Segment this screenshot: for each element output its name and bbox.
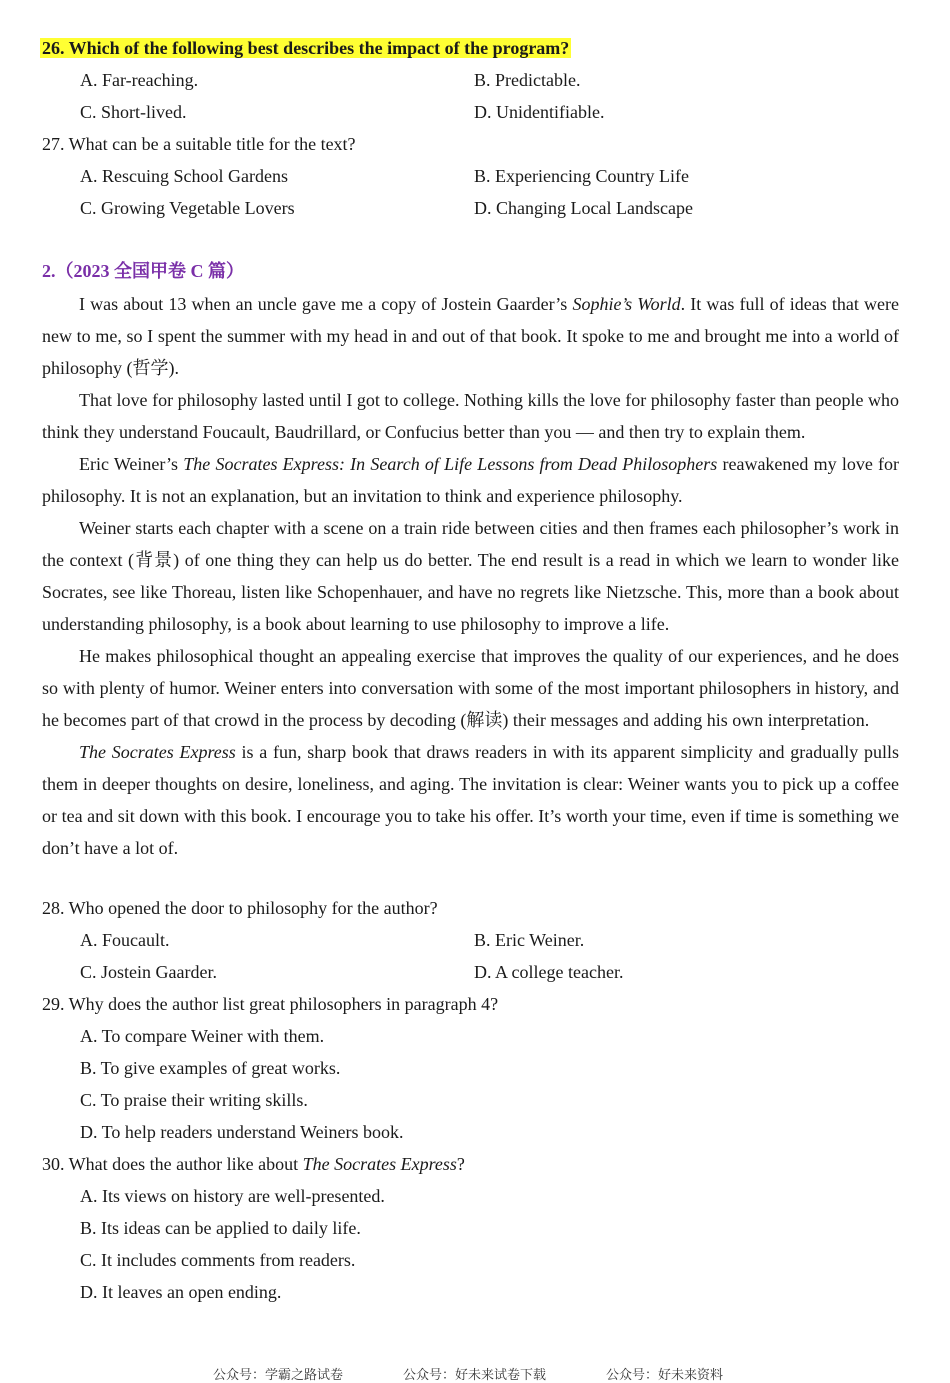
passage-paragraph-5: He makes philosophical thought an appealing exercise that improves the quality of our experiences, and he does so with plenty of humor. Weiner enters into conversation with some of the most important philosophers in history, and he becomes part of that crowd in the process by decoding (解读) their messages and adding his own interpretation. — [42, 646, 899, 730]
option-29-a: A. To compare Weiner with them. — [80, 1026, 325, 1046]
footer-wechat-2: 公众号：好未来试卷下载 — [403, 1368, 547, 1383]
section-title: 2.（2023 全国甲卷 C 篇） — [42, 261, 244, 281]
option-28-d: D. A college teacher. — [474, 962, 624, 982]
p3-book-title: The Socrates Express: In Search of Life Lessons from Dead Philosophers — [183, 454, 718, 474]
p1-text-a: I was about 13 when an uncle gave me a copy of Jostein Gaarder’s — [79, 294, 573, 314]
p6-text-b: is a fun, sharp book that draws readers in with its apparent simplicity and gradually pulls them in deeper thoughts on desire, loneliness, and aging. The invitation is clear: Weiner wants you to pick up a coffee or tea and sit down with this book. I encourage you to take his offer. It’s worth your time, even if time is something we don’t have a lot of. — [42, 742, 900, 858]
question-30-text-a: 30. What does the author like about — [42, 1154, 303, 1174]
question-27: 27. What can be a suitable title for the text? — [42, 134, 356, 154]
option-27-b: B. Experiencing Country Life — [474, 166, 689, 186]
p3-text-a: Eric Weiner’s — [79, 454, 184, 474]
p1-book-title: Sophie’s World — [572, 294, 681, 314]
option-29-c: C. To praise their writing skills. — [80, 1090, 308, 1110]
passage-paragraph-6 — [42, 736, 899, 864]
footer-wechat-1: 公众号：学霸之路试卷 — [213, 1368, 344, 1383]
option-27-a: A. Rescuing School Gardens — [80, 166, 288, 186]
option-27-d: D. Changing Local Landscape — [474, 198, 693, 218]
option-26-a: A. Far-reaching. — [80, 70, 199, 90]
reading-passage — [42, 288, 899, 864]
option-29-d: D. To help readers understand Weiners book. — [80, 1122, 404, 1142]
option-28-b: B. Eric Weiner. — [474, 930, 585, 950]
option-28-c: C. Jostein Gaarder. — [80, 962, 217, 982]
option-30-c: C. It includes comments from readers. — [80, 1250, 356, 1270]
p3-text-c: reawakened my love for philosophy. It is not an explanation, but an invitation to think and experience philosophy. — [42, 454, 899, 506]
question-26-text: 26. Which of the following best describes the impact of the program? — [42, 38, 570, 58]
passage-paragraph-1 — [42, 288, 899, 384]
question-29: 29. Why does the author list great philosophers in paragraph 4? — [42, 994, 499, 1014]
p1-text-c: . It was full of ideas that were new to me, so I spent the summer with my head in and out of that book. It spoke to me and brought me into a world of philosophy (哲学). — [42, 294, 899, 378]
option-26-d: D. Unidentifiable. — [474, 102, 605, 122]
option-30-d: D. It leaves an open ending. — [80, 1282, 282, 1302]
option-30-b: B. Its ideas can be applied to daily life. — [80, 1218, 361, 1238]
option-26-c: C. Short-lived. — [80, 102, 187, 122]
option-26-b: B. Predictable. — [474, 70, 581, 90]
option-30-a: A. Its views on history are well-presented. — [80, 1186, 385, 1206]
p6-book-title: The Socrates Express — [79, 742, 236, 762]
question-30 — [42, 1152, 465, 1176]
question-26 — [40, 36, 571, 60]
option-28-a: A. Foucault. — [80, 930, 170, 950]
passage-paragraph-3 — [42, 448, 899, 512]
option-29-b: B. To give examples of great works. — [80, 1058, 341, 1078]
question-28: 28. Who opened the door to philosophy for the author? — [42, 898, 438, 918]
question-30-text-c: ? — [456, 1154, 465, 1174]
passage-paragraph-4: Weiner starts each chapter with a scene on a train ride between cities and then frames each philosopher’s work in the context (背景) of one thing they can help us do better. The end result is a read in which we learn to wonder like Socrates, see like Thoreau, listen like Schopenhauer, and have no regrets like Nietzsche. This, more than a book about understanding philosophy, is a book about learning to use philosophy to improve a life. — [42, 518, 899, 634]
question-30-book-title: The Socrates Express — [302, 1154, 457, 1174]
passage-paragraph-2: That love for philosophy lasted until I got to college. Nothing kills the love for philosophy faster than people who think they understand Foucault, Baudrillard, or Confucius better than you — and then try to explain them. — [42, 390, 899, 442]
footer-wechat-3: 公众号：好未来资料 — [606, 1368, 724, 1383]
option-27-c: C. Growing Vegetable Lovers — [80, 198, 295, 218]
